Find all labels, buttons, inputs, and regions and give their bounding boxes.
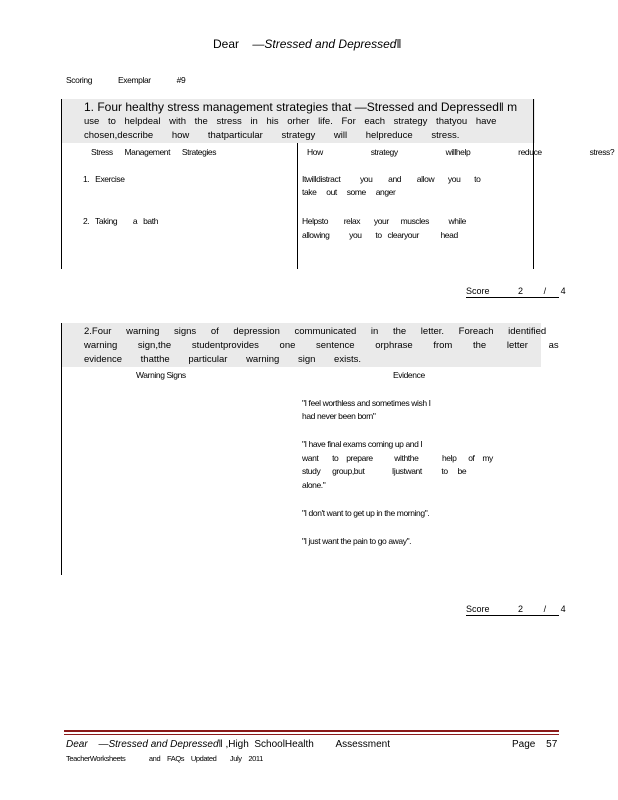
q1-prompt-line2: use to helpdeal with the stress in his orher life. For each strategy thatyou have	[84, 116, 497, 127]
q2-score	[466, 604, 566, 614]
evidence-2-line3: study group,but Ijustwant to be	[302, 466, 467, 476]
q2-col2-header: Evidence	[393, 370, 425, 380]
q1-prompt-line1: 1. Four healthy stress management strategies that ―Stressed and Depressed‖ m	[84, 100, 518, 114]
q1-left-border	[61, 99, 62, 269]
evidence-4-line1: "I just want the pain to go away".	[302, 536, 412, 546]
footer-rule-bottom	[64, 734, 559, 735]
q1-strategy-2: 2. Taking a bath	[83, 216, 159, 226]
page-header	[213, 37, 401, 51]
q1-col2-header: How strategy willhelp reduce stress?	[307, 147, 615, 157]
footer-line1	[66, 739, 390, 750]
evidence-3-line1: "I don't want to get up in the morning".	[302, 508, 430, 518]
exemplar-number: #9	[176, 75, 186, 85]
evidence-2-line4: alone."	[302, 480, 326, 490]
header-dear: Dear	[213, 37, 240, 51]
q2-col1-header: Warning Signs	[136, 370, 186, 380]
footer-page-label: Page	[512, 739, 536, 750]
q1-how-1-line1: Itwilldistract you and allow you to	[302, 174, 481, 184]
q1-score-max: 4	[560, 286, 566, 296]
q1-score-label: Score	[466, 286, 490, 296]
q1-prompt-line3: chosen,describe how thatparticular strategy will helpreduce stress.	[84, 130, 460, 141]
footer-page-number: 57	[546, 739, 558, 750]
q2-prompt-line1: 2.Four warning signs of depression communicated in the letter. Foreach identified	[84, 326, 547, 337]
q1-score-underline	[466, 297, 559, 298]
q2-score-sep: /	[543, 604, 547, 614]
footer-page	[512, 739, 557, 750]
q2-score-label: Score	[466, 604, 490, 614]
q2-left-border	[61, 323, 62, 575]
q2-score-underline	[466, 615, 559, 616]
header-title: ―Stressed and Depressed‖	[252, 37, 402, 51]
q1-how-1-line2: take out some anger	[302, 187, 396, 197]
exemplar-label: Exemplar	[118, 75, 151, 85]
footer-line2: TeacherWorksheets and FAQs Updated July 2011	[66, 754, 263, 763]
q1-how-2-line2: allowing you to clearyour head	[302, 230, 458, 240]
footer-rule-top	[64, 730, 559, 732]
evidence-2-line1: "I have final exams coming up and I	[302, 439, 423, 449]
scoring-label: Scoring	[66, 75, 93, 85]
q2-score-value: 2	[518, 604, 524, 614]
footer-dear: Dear	[66, 739, 88, 750]
q2-prompt-line3: evidence thatthe particular warning sign exists.	[84, 354, 361, 365]
q1-strategy-1: 1. Exercise	[83, 174, 125, 184]
footer-title: ―Stressed and Depressed‖	[98, 739, 223, 750]
evidence-1-line1: "I feel worthless and sometimes wish I	[302, 398, 431, 408]
evidence-1-line2: had never been born"	[302, 411, 376, 421]
q1-score-value: 2	[518, 286, 524, 296]
footer-course: ,High SchoolHealth Assessment	[225, 739, 390, 750]
evidence-2-line2: want to prepare withthe help of my	[302, 453, 493, 463]
scoring-exemplar-line	[66, 75, 185, 85]
q1-score	[466, 286, 566, 296]
q2-prompt-line2: warning sign,the studentprovides one sentence orphrase from the letter as	[84, 340, 559, 351]
q1-col1-header: Stress Management Strategies	[91, 147, 217, 157]
q1-right-border	[533, 99, 534, 269]
q2-score-max: 4	[560, 604, 566, 614]
q1-how-2-line1: Helpsto relax your muscles while	[302, 216, 466, 226]
q1-score-sep: /	[543, 286, 547, 296]
q1-column-divider	[297, 143, 298, 269]
